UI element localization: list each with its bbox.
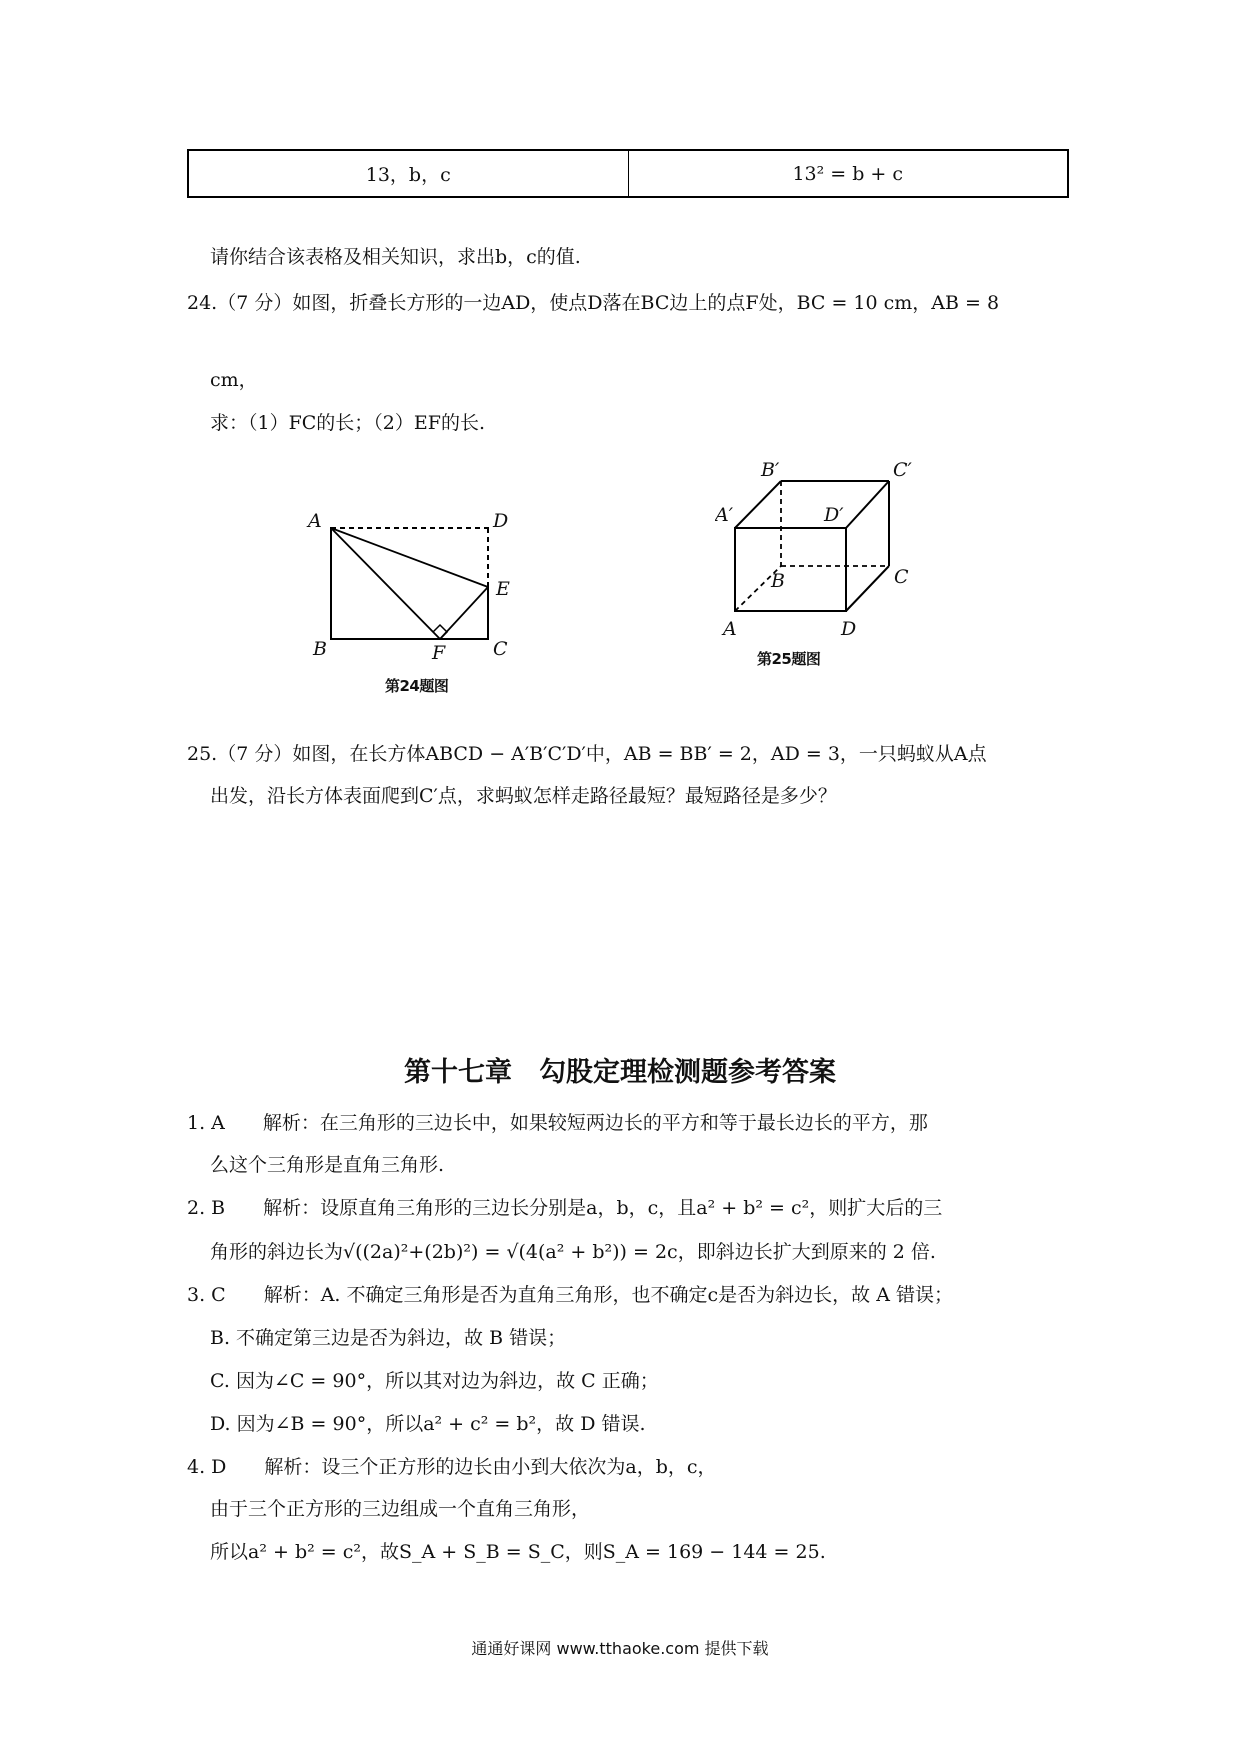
fig24-label-c: C [493, 638, 508, 660]
chapter-title: 第十七章 勾股定理检测题参考答案 [404, 1057, 836, 1088]
fig25-label-c1: C′ [893, 459, 912, 481]
fig25-label-d: D [841, 618, 857, 640]
fig24-caption: 第24题图 [385, 677, 449, 695]
answer-3-line1: 3. C 解析：A. 不确定三角形是否为直角三角形，也不确定c是否为斜边长，故 A 错误； [187, 1284, 953, 1306]
table-cell-right: 13² = b + c [628, 151, 1068, 196]
answer-2-line2: 角形的斜边长为√((2a)²+(2b)²) = √(4(a² + b²)) = 2c，即斜边长扩大到原来的 2 倍. [210, 1241, 936, 1263]
fig25-label-b1: B′ [761, 459, 780, 481]
answer-3-line2: B. 不确定第三边是否为斜边，故 B 错误； [210, 1327, 567, 1349]
fig25-label-b: B [771, 570, 785, 592]
page-footer: 通通好课网 www.tthaoke.com 提供下载 [471, 1639, 769, 1658]
answer-4-line2: 由于三个正方形的三边组成一个直角三角形， [210, 1498, 591, 1520]
answer-4-line1: 4. D 解析：设三个正方形的边长由小到大依次为a，b，c， [187, 1456, 717, 1478]
fig25-label-d1: D′ [824, 504, 844, 526]
q23-tail-text: 请你结合该表格及相关知识，求出b，c的值. [210, 246, 581, 268]
fig25-label-c: C [894, 566, 909, 588]
q24-line3: 求：（1）FC的长；（2）EF的长. [210, 412, 485, 434]
fig24-label-a: A [308, 510, 322, 532]
q24-line2: cm， [210, 369, 258, 391]
data-table [187, 149, 1069, 198]
q25-line2: 出发，沿长方体表面爬到C′点，求蚂蚁怎样走路径最短？最短路径是多少？ [210, 785, 837, 807]
fig25-label-a1: A′ [715, 504, 734, 526]
fig25-label-a: A [723, 618, 737, 640]
fig24-label-d: D [493, 510, 509, 532]
fig24-label-f: F [432, 642, 446, 664]
answer-1-line2: 么这个三角形是直角三角形. [210, 1154, 445, 1176]
answer-3-line4: D. 因为∠B = 90°，所以a² + c² = b²，故 D 错误. [210, 1413, 646, 1435]
fig24-label-b: B [313, 638, 327, 660]
fig25-caption: 第25题图 [757, 650, 821, 668]
figure-25 [715, 455, 935, 645]
fig24-label-e: E [496, 578, 510, 600]
answer-1-line1: 1. A 解析：在三角形的三边长中，如果较短两边长的平方和等于最长边长的平方，那 [187, 1112, 928, 1134]
answer-2-line1: 2. B 解析：设原直角三角形的三边长分别是a，b，c，且a² + b² = c²，则扩大后的三 [187, 1197, 943, 1219]
q24-line1: 24.（7 分）如图，折叠长方形的一边AD，使点D落在BC边上的点F处，BC = 10 cm，AB = 8 [187, 292, 1000, 314]
answer-4-line3: 所以a² + b² = c²，故S_A + S_B = S_C，则S_A = 169 − 144 = 25. [210, 1541, 826, 1563]
table-cell-left: 13，b，c [365, 164, 451, 186]
figure-24 [300, 500, 530, 700]
q25-line1: 25.（7 分）如图，在长方体ABCD − A′B′C′D′中，AB = BB′ = 2，AD = 3，一只蚂蚁从A点 [187, 743, 987, 765]
answer-3-line3: C. 因为∠C = 90°，所以其对边为斜边，故 C 正确； [210, 1370, 659, 1392]
